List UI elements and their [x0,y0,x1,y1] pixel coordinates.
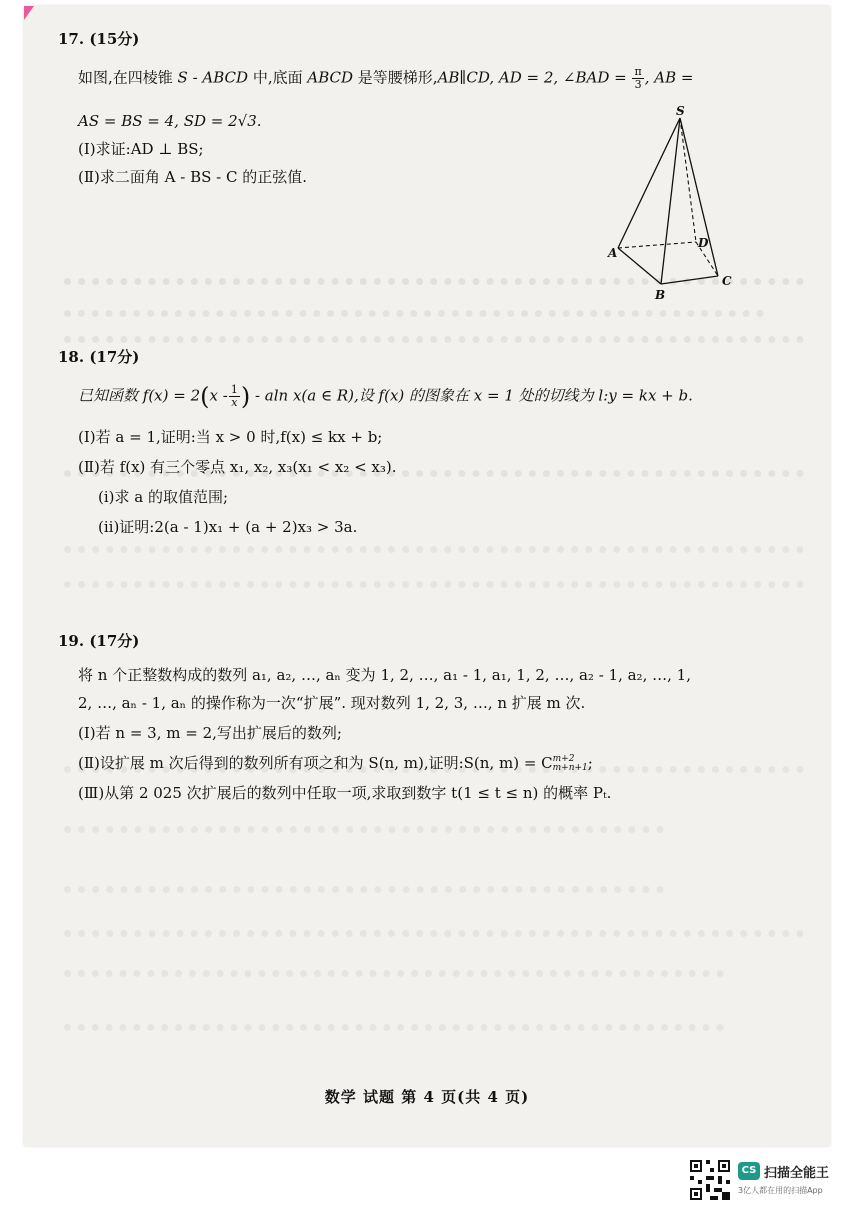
problem-18-header: 18. (17分) [58,348,140,366]
page-footer: 数学 试题 第 4 页(共 4 页) [324,1088,530,1106]
bleed-through-line [64,336,804,353]
fraction-1-over-x: $\frac{1}{x}$ [230,383,238,409]
bleed-through-line [64,1024,724,1041]
problem-17-statement-line2: AS = BS = 4, SD = 2√3. [78,112,262,130]
fraction-pi-over-3: $\frac{\pi}{3}$ [634,65,642,91]
scanner-app-name: 扫描全能王 [764,1166,830,1181]
problem-19-part-3: (Ⅲ)从第 2 025 次扩展后的数列中任取一项,求取到数字 t(1 ≤ t ≤ n) 的概率 Pₜ. [78,784,612,802]
vertex-label-d: D [698,236,709,250]
problem-17-statement-line1: 如图,在四棱锥 S - ABCD 中,底面 ABCD 是等腰梯形,AB∥CD, AD = 2, ∠BAD = $\frac{\pi}{3}$ , AB = [78,65,694,91]
problem-18-statement: 已知函数 f(x) = 2(x - $\frac{1}{x}$ ) - aln x(a ∈ R),设 f(x) 的图象在 x = 1 处的切线为 l:y = kx + b. [78,382,693,411]
problem-17-header: 17. (15分) [58,30,140,48]
vertex-label-s: S [676,104,685,118]
problem-19-statement-line1: 将 n 个正整数构成的数列 a₁, a₂, …, aₙ 变为 1, 2, …, a₁ - 1, a₁, 1, 2, …, a₂ - 1, a₂, …, 1, [78,666,691,684]
corner-mark [24,6,34,20]
qr-code-icon [690,1160,730,1200]
bleed-through-line [64,826,664,843]
bleed-through-line [64,930,804,947]
problem-18-part-1: (Ⅰ)若 a = 1,证明:当 x > 0 时,f(x) ≤ kx + b; [78,428,383,446]
bleed-through-line [64,546,804,563]
bleed-through-line [64,886,664,903]
pyramid-figure [604,102,754,316]
problem-19-statement-line2: 2, …, aₙ - 1, aₙ 的操作称为一次“扩展”. 现对数列 1, 2, 3, …, n 扩展 m 次. [78,694,586,712]
problem-19-header: 19. (17分) [58,632,140,650]
problem-17-part-2: (Ⅱ)求二面角 A - BS - C 的正弦值. [78,168,308,186]
exam-page [24,6,830,1146]
camscanner-logo-icon: CS [738,1162,760,1180]
bleed-through-line [64,970,724,987]
vertex-label-a: A [608,246,618,260]
problem-19-part-1: (Ⅰ)若 n = 3, m = 2,写出扩展后的数列; [78,724,342,742]
combination-indices: m+2 m+n+1 [552,754,588,773]
scanner-app-tagline: 3亿人都在用的扫描App [738,1186,823,1195]
scanner-watermark [690,1160,858,1208]
problem-17-part-1: (Ⅰ)求证:AD ⊥ BS; [78,140,204,158]
bleed-through-line [64,581,804,598]
problem-18-subpart-ii: (ⅱ)证明:2(a - 1)x₁ + (a + 2)x₃ > 3a. [98,518,358,536]
problem-18-part-2: (Ⅱ)若 f(x) 有三个零点 x₁, x₂, x₃(x₁ < x₂ < x₃). [78,458,397,476]
vertex-label-c: C [722,274,732,288]
vertex-label-b: B [655,288,666,302]
problem-18-subpart-i: (ⅰ)求 a 的取值范围; [98,488,229,506]
problem-19-part-2: (Ⅱ)设扩展 m 次后得到的数列所有项之和为 S(n, m),证明:S(n, m) = C m+2 m+n+1 ; [78,754,593,773]
